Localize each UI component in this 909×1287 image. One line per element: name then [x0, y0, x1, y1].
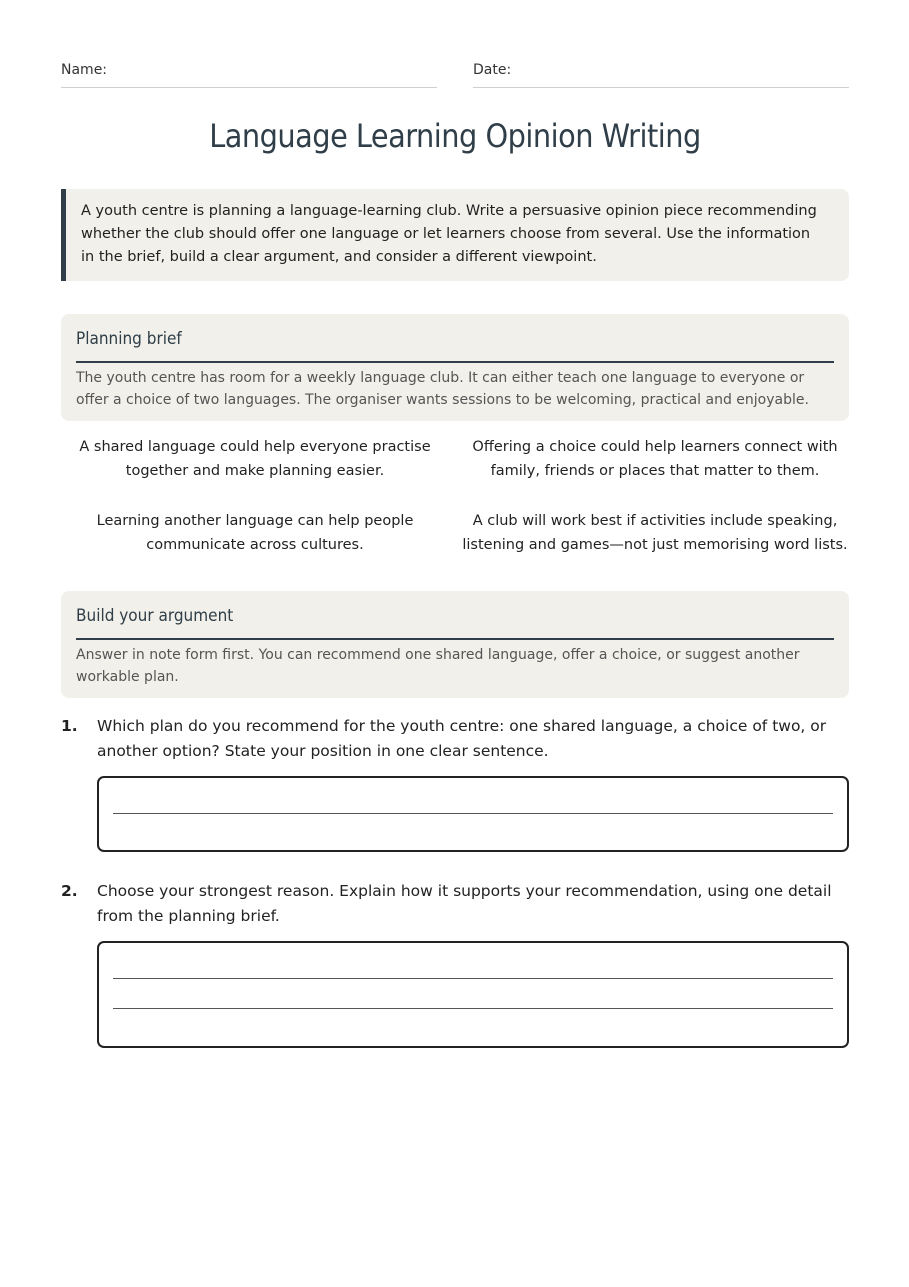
- build-argument-description: Answer in note form first. You can recommend one shared language, offer a choice, or suggest another workable plan.: [76, 647, 800, 685]
- answer-box[interactable]: [97, 776, 849, 852]
- planning-brief-heading: Planning brief: [76, 314, 834, 363]
- brief-point: Learning another language can help people communicate across cultures.: [96, 513, 414, 553]
- planning-brief-description: The youth centre has room for a weekly language club. It can either teach one language to everyone or offer a choice of two languages. The organiser wants sessions to be welcoming, practical and enjoyable.: [76, 370, 809, 408]
- brief-point: A shared language could help everyone practise together and make planning easier.: [79, 439, 431, 479]
- brief-point: Offering a choice could help learners connect with family, friends or places that matter to them.: [472, 439, 838, 479]
- answer-line: [113, 1008, 833, 1009]
- planning-brief-section: [61, 314, 849, 421]
- date-label: Date:: [473, 62, 512, 78]
- brief-point: A club will work best if activities include speaking, listening and games—not just memorising word lists.: [462, 513, 848, 553]
- question-number: 1.: [61, 717, 78, 735]
- build-argument-heading: Build your argument: [76, 591, 834, 640]
- answer-line: [113, 813, 833, 814]
- header-fields: [61, 60, 849, 88]
- intro-callout: A youth centre is planning a language-learning club. Write a persuasive opinion piece recommending whether the club should offer one language or let learners choose from several. Use the information in the brief, build a clear argument, and consider a different viewpoint.: [61, 189, 849, 281]
- answer-box[interactable]: [97, 941, 849, 1048]
- question-text: Choose your strongest reason. Explain how it supports your recommendation, using one detail from the planning brief.: [97, 882, 832, 925]
- page-title: Language Learning Opinion Writing: [209, 117, 701, 155]
- question-number: 2.: [61, 882, 78, 900]
- answer-line: [113, 978, 833, 979]
- question-text: Which plan do you recommend for the youth centre: one shared language, a choice of two, or another option? State your position in one clear sentence.: [97, 717, 827, 760]
- date-field[interactable]: [473, 60, 849, 88]
- name-label: Name:: [61, 62, 108, 78]
- name-field[interactable]: [61, 60, 437, 88]
- build-argument-section: [61, 591, 849, 698]
